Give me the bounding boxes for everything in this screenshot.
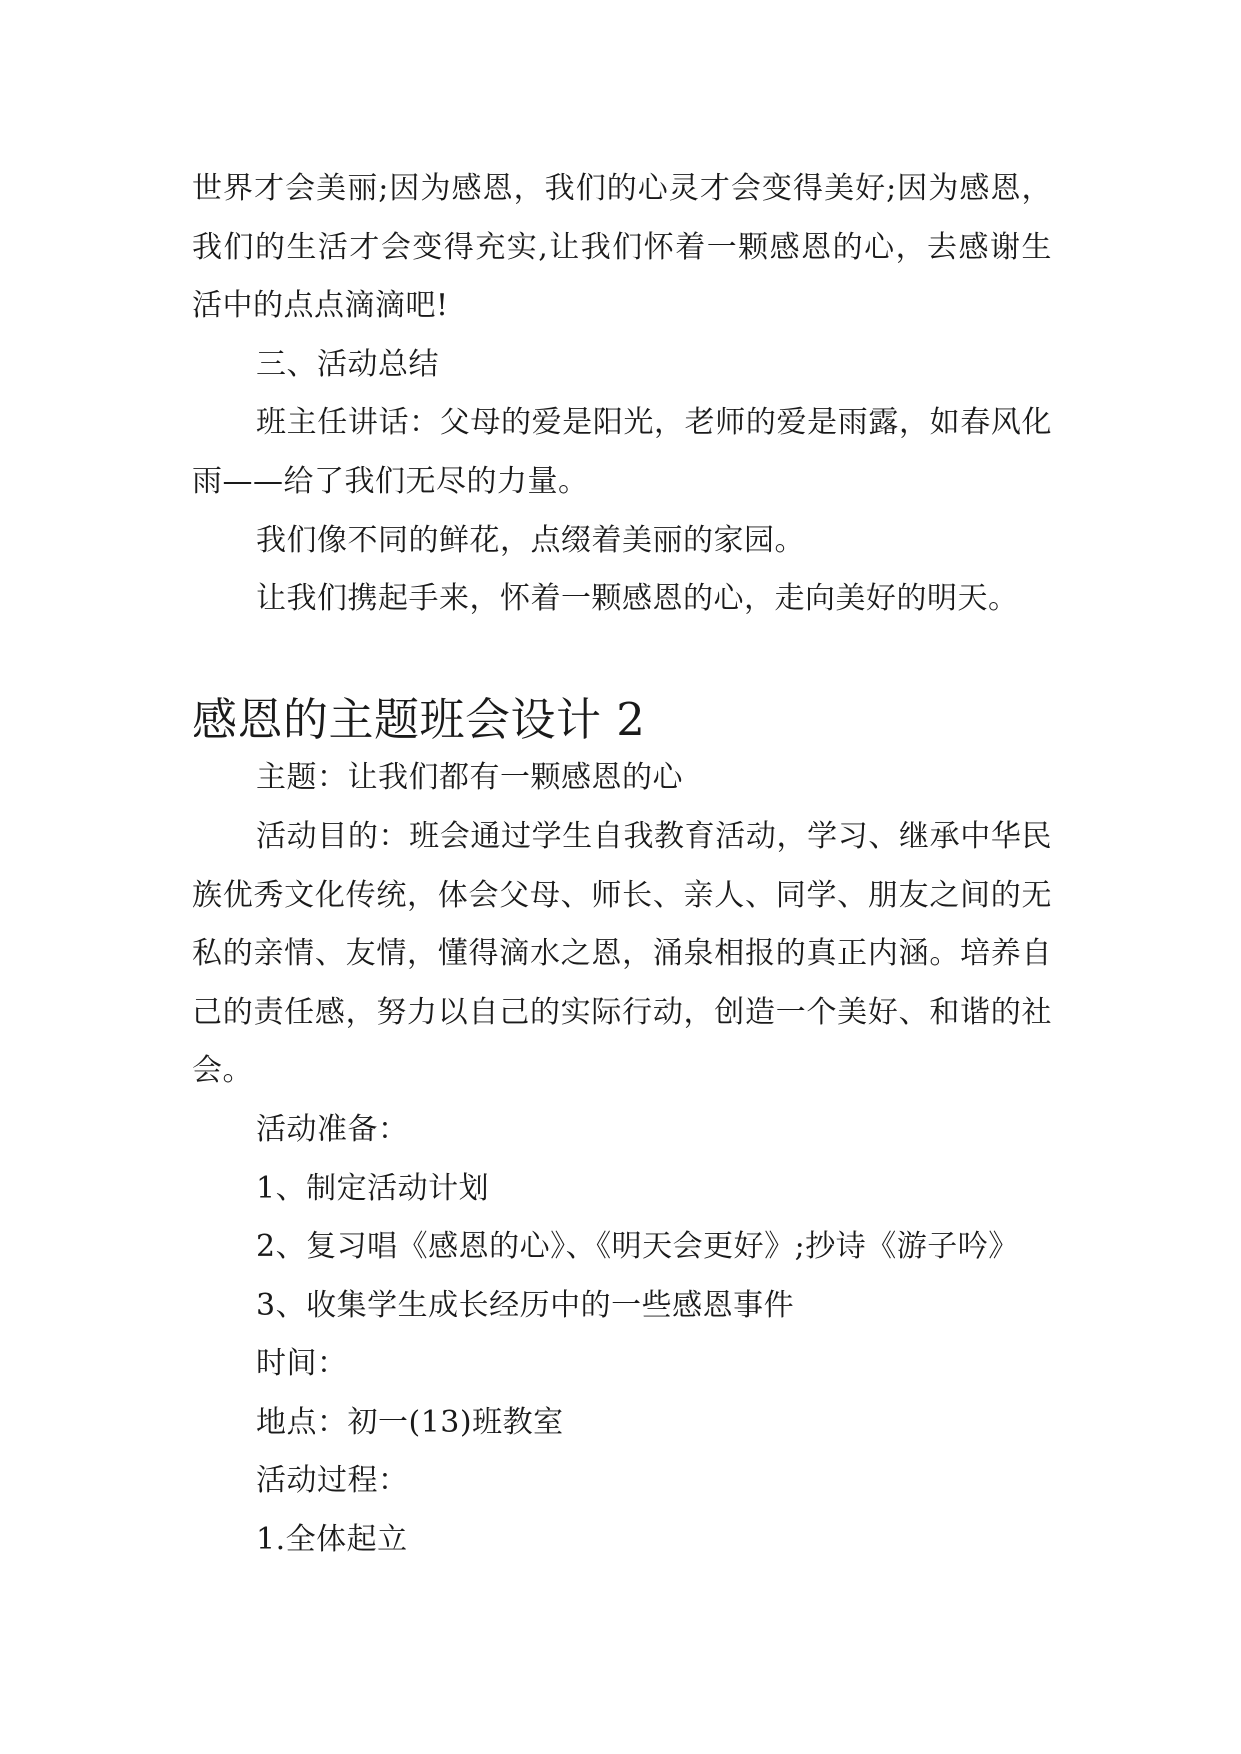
prep-item: 2、复习唱《感恩的心》、《明天会更好》;抄诗《游子吟》 [256, 1229, 1019, 1265]
time-line: 时间： [256, 1346, 348, 1382]
process-item: 1.全体起立 [256, 1522, 408, 1558]
section-title: 感恩的主题班会设计 2 [192, 692, 646, 746]
paragraph-theme: 主题：让我们都有一颗感恩的心 [256, 760, 683, 796]
paragraph-flowers: 我们像不同的鲜花，点缀着美丽的家园。 [256, 522, 805, 558]
document-page [192, 160, 1052, 1570]
section-spacer [192, 629, 1052, 691]
process-heading: 活动过程： [256, 1463, 409, 1499]
place-line: 地点：初一(13)班教室 [256, 1404, 564, 1440]
prep-item: 3、收集学生成长经历中的一些感恩事件 [256, 1287, 795, 1323]
paragraph-teacher-speech: 班主任讲话：父母的爱是阳光，老师的爱是雨露，如春风化雨——给了我们无尽的力量。 [192, 405, 1052, 499]
section-heading-summary: 三、活动总结 [256, 346, 439, 382]
prep-heading: 活动准备： [256, 1111, 409, 1147]
prep-item: 1、制定活动计划 [256, 1170, 490, 1206]
paragraph-continuation: 世界才会美丽;因为感恩，我们的心灵才会变得美好;因为感恩，我们的生活才会变得充实,让我们怀着一颗感恩的心，去感谢生活中的点点滴滴吧! [192, 171, 1052, 324]
paragraph-purpose: 活动目的：班会通过学生自我教育活动，学习、继承中华民族优秀文化传统，体会父母、师长、亲人、同学、朋友之间的无私的亲情、友情，懂得滴水之恩，涌泉相报的真正内涵。培养自己的责任感，努力以自己的实际行动，创造一个美好、和谐的社会。 [192, 818, 1052, 1089]
paragraph-closing: 让我们携起手来，怀着一颗感恩的心，走向美好的明天。 [256, 581, 1019, 617]
